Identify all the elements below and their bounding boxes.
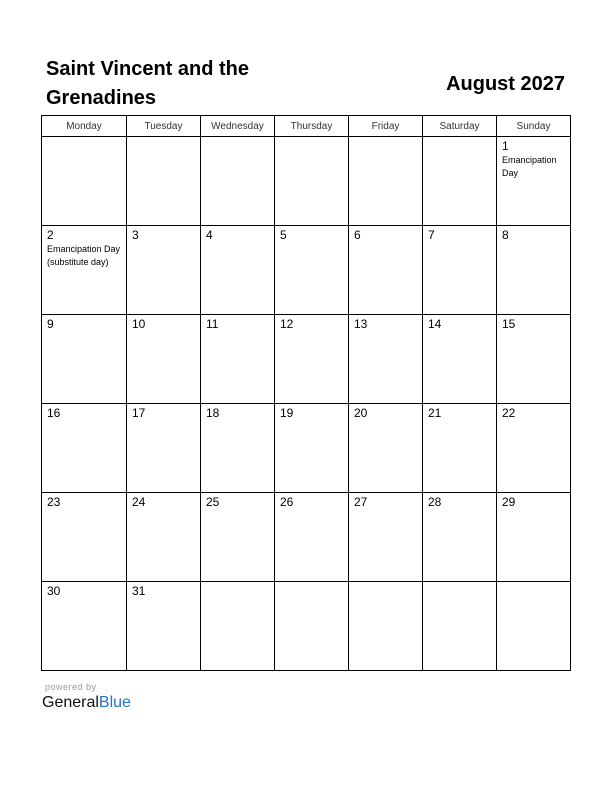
day-number: 26 bbox=[280, 495, 294, 509]
calendar-day-cell bbox=[423, 493, 497, 582]
day-number: 22 bbox=[502, 406, 516, 420]
calendar-day-cell bbox=[127, 582, 201, 671]
calendar-week-row bbox=[42, 582, 571, 671]
calendar-day-cell bbox=[275, 137, 349, 226]
day-number: 1 bbox=[502, 139, 509, 153]
day-number: 24 bbox=[132, 495, 146, 509]
calendar-day-cell bbox=[423, 226, 497, 315]
holiday-label: Emancipation Day bbox=[502, 155, 557, 178]
weekday-header-thursday: Thursday bbox=[275, 116, 349, 137]
brand-logo bbox=[42, 694, 131, 712]
weekday-header-tuesday: Tuesday bbox=[127, 116, 201, 137]
calendar-day-cell bbox=[42, 315, 127, 404]
calendar-day-cell bbox=[42, 404, 127, 493]
day-number: 30 bbox=[47, 584, 61, 598]
calendar-grid bbox=[41, 115, 571, 671]
calendar-day-cell bbox=[349, 226, 423, 315]
calendar-day-cell bbox=[201, 493, 275, 582]
day-number: 21 bbox=[428, 406, 442, 420]
calendar-week-row bbox=[42, 226, 571, 315]
powered-by-text: powered by bbox=[45, 682, 97, 692]
day-number: 10 bbox=[132, 317, 146, 331]
calendar-week-row bbox=[42, 315, 571, 404]
day-number: 13 bbox=[354, 317, 368, 331]
day-number: 18 bbox=[206, 406, 220, 420]
calendar-day-cell bbox=[127, 315, 201, 404]
day-number: 20 bbox=[354, 406, 368, 420]
calendar-day-cell bbox=[42, 493, 127, 582]
calendar-day-cell bbox=[127, 404, 201, 493]
day-number: 7 bbox=[428, 228, 435, 242]
calendar-day-cell bbox=[127, 226, 201, 315]
calendar-day-cell bbox=[201, 137, 275, 226]
day-number: 3 bbox=[132, 228, 139, 242]
calendar-day-cell bbox=[497, 226, 571, 315]
calendar-day-cell bbox=[42, 582, 127, 671]
day-number: 12 bbox=[280, 317, 294, 331]
calendar-day-cell bbox=[275, 315, 349, 404]
day-number: 11 bbox=[206, 317, 219, 331]
weekday-header-sunday: Sunday bbox=[497, 116, 571, 137]
day-number: 14 bbox=[428, 317, 442, 331]
calendar-day-cell bbox=[275, 493, 349, 582]
calendar-week-row bbox=[42, 137, 571, 226]
day-number: 28 bbox=[428, 495, 442, 509]
weekday-header-saturday: Saturday bbox=[423, 116, 497, 137]
calendar-day-cell bbox=[497, 493, 571, 582]
day-number: 19 bbox=[280, 406, 294, 420]
day-number: 25 bbox=[206, 495, 220, 509]
day-number: 17 bbox=[132, 406, 146, 420]
month-year-title: August 2027 bbox=[446, 73, 565, 95]
day-number: 27 bbox=[354, 495, 368, 509]
country-title: Saint Vincent and the Grenadines bbox=[46, 58, 249, 109]
day-number: 23 bbox=[47, 495, 61, 509]
calendar-day-cell bbox=[497, 582, 571, 671]
calendar-day-cell bbox=[201, 582, 275, 671]
day-number: 4 bbox=[206, 228, 213, 242]
calendar-day-cell bbox=[127, 137, 201, 226]
brand-blue-text: Blue bbox=[98, 694, 131, 711]
calendar-week-row bbox=[42, 493, 571, 582]
calendar-day-cell bbox=[423, 582, 497, 671]
day-number: 29 bbox=[502, 495, 516, 509]
calendar-day-cell bbox=[423, 315, 497, 404]
calendar-day-cell bbox=[127, 493, 201, 582]
day-number: 31 bbox=[132, 584, 146, 598]
calendar-day-cell bbox=[275, 404, 349, 493]
day-number: 9 bbox=[47, 317, 54, 331]
day-number: 8 bbox=[502, 228, 509, 242]
holiday-label: Emancipation Day (substitute day) bbox=[47, 244, 121, 267]
day-number: 6 bbox=[354, 228, 361, 242]
day-number: 5 bbox=[280, 228, 287, 242]
calendar-day-cell bbox=[497, 404, 571, 493]
calendar-day-cell bbox=[349, 493, 423, 582]
calendar-day-cell bbox=[42, 226, 127, 315]
day-number: 16 bbox=[47, 406, 61, 420]
weekday-header-wednesday: Wednesday bbox=[201, 116, 275, 137]
calendar-day-cell bbox=[349, 582, 423, 671]
calendar-day-cell bbox=[275, 226, 349, 315]
calendar-day-cell bbox=[423, 404, 497, 493]
weekday-header-friday: Friday bbox=[349, 116, 423, 137]
footer-branding bbox=[42, 682, 131, 712]
calendar-day-cell bbox=[201, 315, 275, 404]
calendar-day-cell bbox=[201, 404, 275, 493]
calendar-week-row bbox=[42, 404, 571, 493]
weekday-header-row bbox=[42, 116, 571, 137]
calendar-day-cell bbox=[349, 315, 423, 404]
calendar-day-cell bbox=[275, 582, 349, 671]
calendar-day-cell bbox=[42, 137, 127, 226]
calendar-day-cell bbox=[423, 137, 497, 226]
calendar-day-cell bbox=[497, 137, 571, 226]
day-number: 15 bbox=[502, 317, 516, 331]
calendar-day-cell bbox=[201, 226, 275, 315]
brand-general-text: General bbox=[42, 694, 99, 711]
weekday-header-monday: Monday bbox=[42, 116, 127, 137]
calendar-day-cell bbox=[349, 404, 423, 493]
calendar-day-cell bbox=[497, 315, 571, 404]
day-number: 2 bbox=[47, 228, 54, 242]
calendar-day-cell bbox=[349, 137, 423, 226]
